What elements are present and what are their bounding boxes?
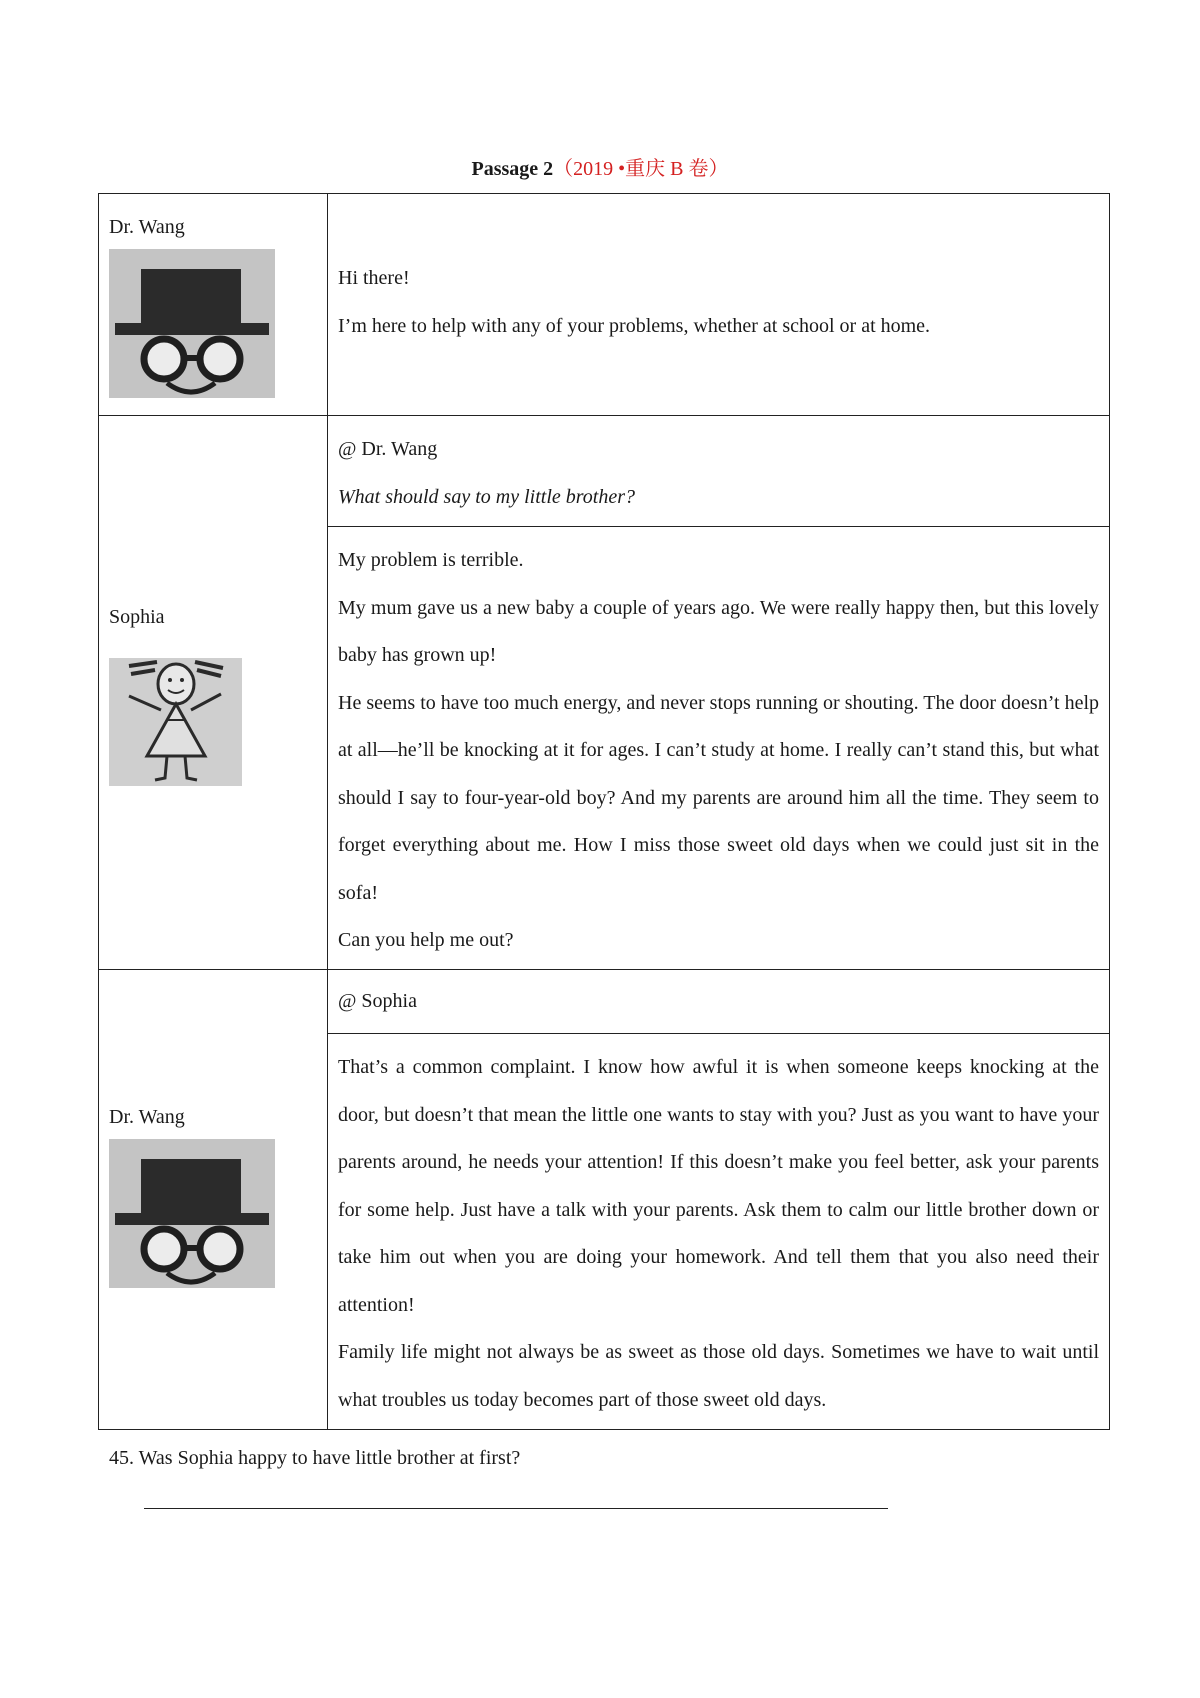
mention-line: @ Sophia [338,990,417,1012]
problem-paragraph-2: He seems to have too much energy, and never stops running or shouting. The door doesn’t help at all—he’ll be knocking at it for ages. I can’t study at home. I really can’t stand this, but what should I say to four-year-old boy? And my parents are around him all the time. They seem to forget everything about me. How I miss those sweet old days when we could just sit in the sofa! [338,691,1099,904]
intro-line: I’m here to help with any of your problems, whether at school or at home. [338,314,931,337]
message-cell [328,1034,1110,1430]
speaker-name: Dr. Wang [109,1106,185,1128]
speaker-name: Dr. Wang [109,216,185,238]
problem-line: My problem is terrible. [338,549,524,571]
speaker-cell [99,970,328,1430]
passage-label: Passage 2 [471,158,554,180]
dialog-row [99,194,1110,416]
greeting-line: Hi there! [338,267,410,289]
hat-glasses-face-icon [109,1139,275,1288]
question-line: What should say to my little brother? [338,485,636,508]
dialog-table [98,193,1110,1430]
speaker-cell [99,416,328,970]
speaker-name: Sophia [109,606,165,628]
dialog-row [99,970,1110,1034]
reply-paragraph-1: That’s a common complaint. I know how awful it is when someone keeps knocking at the door, but doesn’t that mean the little one wants to stay with you? Just as you want to have your parents around, he needs your attention! If this doesn’t make you feel better, ask your parents for some help. Just have a talk with your parents. Ask them to calm our little brother down or take him out when you are doing your homework. And tell them that you also need their attention! [338,1056,1099,1316]
passage-title [0,156,1200,182]
passage-source: （2019 •重庆 B 卷） [553,158,729,180]
mention-line: @ Dr. Wang [338,438,438,460]
hat-glasses-face-icon [109,249,275,398]
girl-drawing-icon [109,658,242,786]
dialog-row [99,416,1110,527]
reply-paragraph-2: Family life might not always be as sweet as those old days. Sometimes we have to wait until what troubles us today becomes part of those sweet old days. [338,1341,1099,1411]
problem-paragraph-1: My mum gave us a new baby a couple of years ago. We were really happy then, but this lovely baby has grown up! [338,596,1099,666]
answer-blank[interactable] [144,1508,888,1509]
message-cell [328,970,1110,1034]
speaker-cell [99,194,328,416]
message-cell [328,416,1110,527]
help-request-line: Can you help me out? [338,929,514,951]
question-45: 45. Was Sophia happy to have little brother at first? [109,1447,521,1469]
message-cell [328,527,1110,970]
message-cell [328,194,1110,416]
